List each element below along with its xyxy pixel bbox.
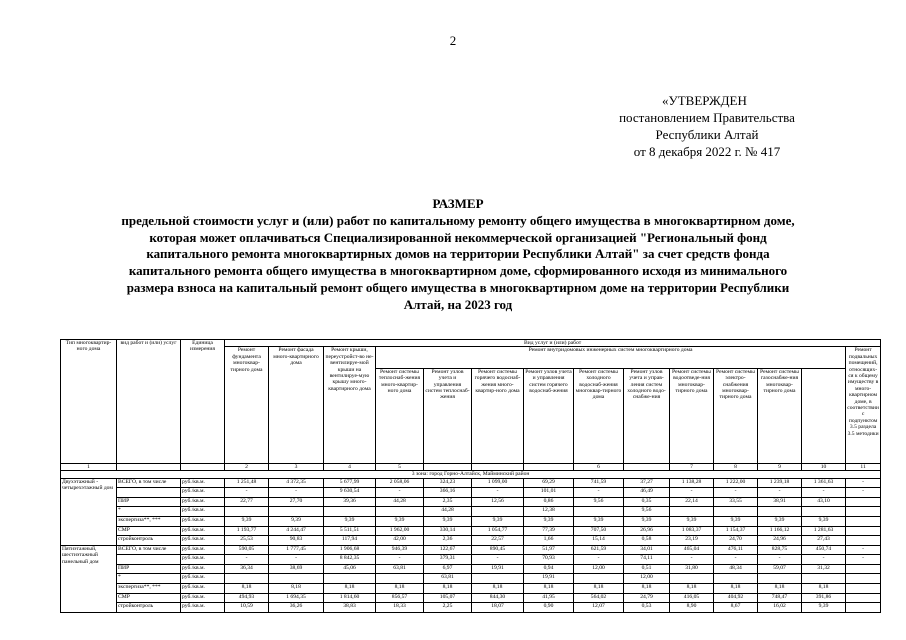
table-row	[61, 526, 881, 536]
value-cell: 101,01	[524, 488, 574, 498]
work-kind-cell: экспертиза**, ***	[117, 584, 181, 594]
title-line: Алтай, на 2023 год	[403, 296, 513, 312]
value-cell: 27,70	[269, 497, 324, 507]
value-cell: 44,28	[424, 507, 472, 517]
value-cell: 39,36	[324, 497, 376, 507]
work-kind-cell: стройконтроль	[117, 603, 181, 613]
title-line: капитального ремонта многоквартирных домов на территории Республики Алтай" за счет средств фонда	[146, 246, 770, 262]
table-row	[61, 574, 881, 584]
value-cell: 9,39	[574, 516, 624, 526]
value-cell: 9,39	[269, 516, 324, 526]
value-cell: 12,38	[524, 507, 574, 517]
value-cell: 890,45	[472, 545, 524, 555]
value-cell: 42,00	[376, 536, 424, 546]
work-kind-cell: ВСЕГО, в том числе	[117, 478, 181, 488]
value-cell: 46,49	[624, 488, 670, 498]
value-cell	[846, 574, 881, 584]
value-cell: 23,19	[670, 536, 714, 546]
value-cell: 24,79	[624, 593, 670, 603]
value-cell: 15,14	[574, 536, 624, 546]
header-gas: Ремонт системы газоснабже-ния многоквар-тирного дома	[758, 368, 802, 463]
value-cell: 1 083,37	[670, 526, 714, 536]
table-row	[61, 507, 881, 517]
table-row	[61, 593, 881, 603]
value-cell: 8,18	[624, 584, 670, 594]
header-heat-meter: Ремонт узлов учета и управления систем теплоснаб-жения	[424, 368, 472, 463]
value-cell: 1 193,77	[225, 526, 269, 536]
value-cell	[472, 574, 524, 584]
value-cell: 1 099,00	[472, 478, 524, 488]
value-cell: 25,53	[225, 536, 269, 546]
value-cell: 621,59	[574, 545, 624, 555]
table-row	[61, 488, 881, 498]
value-cell	[225, 574, 269, 584]
value-cell	[846, 603, 881, 613]
value-cell: 4 372,35	[269, 478, 324, 488]
header-facade: Ремонт фасада много-квартирного дома	[269, 347, 324, 463]
table-row	[61, 478, 881, 488]
page-number: 2	[449, 33, 457, 48]
value-cell: 9,39	[802, 516, 846, 526]
value-cell	[714, 507, 758, 517]
column-number	[424, 463, 472, 470]
value-cell: 404,92	[714, 593, 758, 603]
value-cell: 8,18	[524, 584, 574, 594]
column-number: 3	[269, 463, 324, 470]
value-cell: 0,35	[624, 497, 670, 507]
approval-line: Республики Алтай	[655, 127, 759, 142]
value-cell	[846, 526, 881, 536]
value-cell: 6,97	[424, 564, 472, 574]
zone-row: 3 зона: город Горно-Алтайск, Майминский район	[61, 471, 881, 478]
value-cell: 1,66	[524, 536, 574, 546]
value-cell: 18,07	[472, 603, 524, 613]
value-cell: 465,04	[670, 545, 714, 555]
value-cell	[758, 574, 802, 584]
column-number	[624, 463, 670, 470]
column-number	[117, 463, 181, 470]
value-cell: 856,57	[376, 593, 424, 603]
value-cell: 22,77	[225, 497, 269, 507]
value-cell: 8,90	[670, 603, 714, 613]
value-cell	[714, 574, 758, 584]
value-cell: 1 906,68	[324, 545, 376, 555]
value-cell	[324, 574, 376, 584]
approval-line: от 8 декабря 2022 г. № 417	[633, 144, 781, 159]
value-cell: 1 138,28	[670, 478, 714, 488]
value-cell: 9,39	[524, 516, 574, 526]
value-cell: 38,69	[269, 564, 324, 574]
value-cell: 324,23	[424, 478, 472, 488]
value-cell: 450,74	[802, 545, 846, 555]
value-cell: 1 239,18	[758, 478, 802, 488]
header-heat: Ремонт системы теплоснаб-жения много-квартир-ного дома	[376, 368, 424, 463]
value-cell	[670, 574, 714, 584]
value-cell: 9,39	[376, 516, 424, 526]
value-cell: 1 281,63	[802, 526, 846, 536]
unit-cell: руб./кв.м.	[181, 526, 225, 536]
value-cell	[802, 507, 846, 517]
value-cell: 828,75	[758, 545, 802, 555]
unit-cell: руб./кв.м.	[181, 574, 225, 584]
unit-cell: руб./кв.м.	[181, 507, 225, 517]
value-cell: 2,25	[424, 603, 472, 613]
table-row	[61, 536, 881, 546]
header-basement: Ремонт подвальных помещений, относящих-ся к общему имуществу в много-квартирном доме, в соответствии с подпунктом 3.5 раздела 3.5 методики	[846, 347, 881, 463]
value-cell: 51,97	[524, 545, 574, 555]
value-cell: 122,67	[424, 545, 472, 555]
value-cell	[802, 574, 846, 584]
header-sewer: Ремонт системы водоотведе-ния многоквар-тирного дома	[670, 368, 714, 463]
value-cell: 48,34	[714, 564, 758, 574]
column-number: 9	[758, 463, 802, 470]
approval-line: «УТВЕРЖДЕН	[662, 93, 747, 108]
header-internal: Ремонт внутридомовых инженерных систем многоквартирного дома	[376, 347, 846, 368]
value-cell: 748,47	[758, 593, 802, 603]
value-cell	[269, 507, 324, 517]
value-cell: 9,39	[324, 516, 376, 526]
column-number: 1	[61, 463, 117, 470]
value-cell	[472, 507, 524, 517]
value-cell: 8,18	[424, 584, 472, 594]
value-cell: 844,30	[472, 593, 524, 603]
value-cell: -	[714, 555, 758, 565]
work-kind-cell	[117, 488, 181, 498]
title-line: размера взноса на капитальный ремонт общего имущества в многоквартирном доме на территории Республики	[126, 279, 790, 295]
column-number	[524, 463, 574, 470]
value-cell: 9,39	[758, 516, 802, 526]
value-cell: 117,94	[324, 536, 376, 546]
value-cell	[846, 497, 881, 507]
value-cell: 9,39	[670, 516, 714, 526]
value-cell: 12,56	[472, 497, 524, 507]
value-cell: 0,94	[524, 564, 574, 574]
value-cell	[846, 516, 881, 526]
approval-line: постановлением Правительства	[619, 110, 795, 125]
value-cell: 38,91	[758, 497, 802, 507]
value-cell	[846, 536, 881, 546]
value-cell: 1 814,60	[324, 593, 376, 603]
value-cell: 22,57	[472, 536, 524, 546]
title-line: капитального ремонта общего имущества в многоквартирном доме, сформированного исходя из минимального	[128, 263, 788, 279]
header-fund: Ремонт фундамента многоквар-тирного дома	[225, 347, 269, 463]
value-cell: 8,18	[714, 584, 758, 594]
value-cell: 9,56	[574, 497, 624, 507]
table-row	[61, 564, 881, 574]
value-cell: -	[758, 488, 802, 498]
value-cell: -	[846, 478, 881, 488]
value-cell: 2,36	[424, 536, 472, 546]
value-cell: 9 630,54	[324, 488, 376, 498]
column-number: 8	[714, 463, 758, 470]
value-cell	[846, 584, 881, 594]
value-cell: -	[846, 488, 881, 498]
value-cell: 77,39	[524, 526, 574, 536]
document-title	[56, 196, 860, 314]
table-row	[61, 497, 881, 507]
value-cell: 1 694,35	[269, 593, 324, 603]
value-cell: 8,18	[324, 584, 376, 594]
value-cell: 8 842,35	[324, 555, 376, 565]
value-cell: 59,07	[758, 564, 802, 574]
work-kind-cell	[117, 555, 181, 565]
value-cell: 12,07	[574, 603, 624, 613]
value-cell: 590,05	[225, 545, 269, 555]
title-heading: РАЗМЕР	[432, 196, 484, 211]
work-kind-cell: СМР	[117, 526, 181, 536]
value-cell	[574, 507, 624, 517]
value-cell: 0,53	[624, 603, 670, 613]
value-cell: 24,70	[714, 536, 758, 546]
value-cell: 8,18	[670, 584, 714, 594]
table-row	[61, 545, 881, 555]
value-cell: 36,26	[269, 603, 324, 613]
value-cell: 12,00	[624, 574, 670, 584]
value-cell: 9,39	[424, 516, 472, 526]
header-services: Вид услуг и (или) работ	[225, 340, 881, 347]
value-cell: 8,18	[269, 584, 324, 594]
unit-cell: руб./кв.м.	[181, 488, 225, 498]
value-cell: 38,83	[324, 603, 376, 613]
work-kind-cell: ВСЕГО, в том числе	[117, 545, 181, 555]
value-cell: -	[376, 488, 424, 498]
value-cell: 1 962,00	[376, 526, 424, 536]
value-cell: 70,93	[524, 555, 574, 565]
value-cell: 2,35	[424, 497, 472, 507]
value-cell: 1 361,63	[802, 478, 846, 488]
value-cell: -	[802, 555, 846, 565]
value-cell: 41,95	[524, 593, 574, 603]
value-cell: -	[846, 545, 881, 555]
column-number: 6	[574, 463, 624, 470]
value-cell: 564,02	[574, 593, 624, 603]
group2-rows	[61, 545, 881, 612]
value-cell	[846, 593, 881, 603]
header-type: Тип многоквартир-ного дома	[61, 340, 117, 464]
value-cell: -	[574, 555, 624, 565]
value-cell: 8,18	[574, 584, 624, 594]
value-cell: -	[714, 488, 758, 498]
work-kind-cell: СМР	[117, 593, 181, 603]
work-kind-cell: ПИР	[117, 564, 181, 574]
value-cell: 8,67	[714, 603, 758, 613]
header-power: Ремонт системы электро-снабжения многоквар-тирного дома	[714, 368, 758, 463]
value-cell: 5 677,99	[324, 478, 376, 488]
value-cell: 8,18	[472, 584, 524, 594]
value-cell: 9,39	[714, 516, 758, 526]
value-cell: 9,39	[802, 603, 846, 613]
value-cell: 9,39	[624, 516, 670, 526]
value-cell: 0,90	[524, 603, 574, 613]
value-cell: 707,50	[574, 526, 624, 536]
value-cell: 44,28	[376, 497, 424, 507]
value-cell: 2 058,06	[376, 478, 424, 488]
value-cell: 1 777,45	[269, 545, 324, 555]
value-cell	[846, 564, 881, 574]
column-number	[181, 463, 225, 470]
value-cell: 19,91	[472, 564, 524, 574]
value-cell: -	[758, 555, 802, 565]
value-cell: 9,56	[624, 507, 670, 517]
value-cell: 0,51	[624, 564, 670, 574]
value-cell: -	[574, 488, 624, 498]
value-cell	[846, 507, 881, 517]
value-cell: -	[802, 488, 846, 498]
group1-rows	[61, 478, 881, 545]
value-cell: 8,18	[758, 584, 802, 594]
value-cell: 4 244,47	[269, 526, 324, 536]
title-line: предельной стоимости услуг и (или) работ по капитальному ремонту общего имущества в многоквартирном доме,	[121, 212, 795, 228]
value-cell: 26,96	[624, 526, 670, 536]
value-cell: 391,86	[802, 593, 846, 603]
value-cell: 8,18	[225, 584, 269, 594]
value-cell: 105,07	[424, 593, 472, 603]
value-cell: 19,91	[524, 574, 574, 584]
value-cell	[225, 507, 269, 517]
value-cell: 9,39	[472, 516, 524, 526]
price-table	[60, 339, 881, 613]
unit-cell: руб./кв.м.	[181, 555, 225, 565]
value-cell: 43,10	[802, 497, 846, 507]
value-cell: 34,01	[624, 545, 670, 555]
value-cell	[574, 574, 624, 584]
column-number: 4	[324, 463, 376, 470]
value-cell: 1 154,37	[714, 526, 758, 536]
value-cell: 36,34	[225, 564, 269, 574]
value-cell: 330,14	[424, 526, 472, 536]
value-cell: 366,16	[424, 488, 472, 498]
value-cell: 1 222,00	[714, 478, 758, 488]
column-numbers-row	[61, 463, 881, 470]
work-kind-cell: стройконтроль	[117, 536, 181, 546]
value-cell: 9,39	[225, 516, 269, 526]
value-cell: 12,00	[574, 564, 624, 574]
column-number: 10	[802, 463, 846, 470]
header-unit: Единица измерения	[181, 340, 225, 464]
value-cell: -	[670, 488, 714, 498]
value-cell: 946,39	[376, 545, 424, 555]
unit-cell: руб./кв.м.	[181, 478, 225, 488]
value-cell: 1 251,48	[225, 478, 269, 488]
header-kind: вид работ и (или) услуг	[117, 340, 181, 464]
value-cell: 10,59	[225, 603, 269, 613]
value-cell: 31,80	[670, 564, 714, 574]
header-hot: Ремонт системы горячего водоснаб-жения много-квартир-ного дома	[472, 368, 524, 463]
value-cell: 8,18	[802, 584, 846, 594]
unit-cell: руб./кв.м.	[181, 536, 225, 546]
value-cell	[758, 507, 802, 517]
unit-cell: руб./кв.м.	[181, 497, 225, 507]
header-roof: Ремонт крыши, переустройст-во не-вентилируе-мой крыши на вентилируе-мую крышу много-квартирного дома	[324, 347, 376, 463]
value-cell	[324, 507, 376, 517]
value-cell	[376, 507, 424, 517]
value-cell: 8,18	[376, 584, 424, 594]
approval-block	[596, 92, 818, 160]
column-number: 2	[225, 463, 269, 470]
table-row	[61, 603, 881, 613]
unit-cell: руб./кв.м.	[181, 603, 225, 613]
title-line: которая может оплачиваться Специализированной некоммерческой организацией "Региональный фонд	[149, 229, 767, 245]
value-cell: -	[846, 555, 881, 565]
unit-cell: руб./кв.м.	[181, 564, 225, 574]
house-type-cell: Двухэтажный - четырехэтажный дом	[61, 478, 117, 545]
unit-cell: руб./кв.м.	[181, 584, 225, 594]
work-kind-cell: экспертиза**, ***	[117, 516, 181, 526]
value-cell: 37,27	[624, 478, 670, 488]
header-cold: Ремонт системы холодного водоснаб-жения многоквар-тирного дома	[574, 368, 624, 463]
work-kind-cell: *	[117, 574, 181, 584]
value-cell: 1 054,77	[472, 526, 524, 536]
work-kind-cell: *	[117, 507, 181, 517]
value-cell: 476,11	[714, 545, 758, 555]
header-cold-meter: Ремонт узлов учета и управ-ления систем холодного водо-снабже-ния	[624, 368, 670, 463]
value-cell	[670, 507, 714, 517]
value-cell: 63,81	[424, 574, 472, 584]
value-cell	[376, 574, 424, 584]
value-cell: 379,31	[424, 555, 472, 565]
unit-cell: руб./кв.м.	[181, 545, 225, 555]
value-cell: -	[472, 555, 524, 565]
value-cell: 22,14	[670, 497, 714, 507]
header-hot-meter: Ремонт узлов учета и управления систем горячего водоснаб-жения	[524, 368, 574, 463]
value-cell: 90,83	[269, 536, 324, 546]
value-cell: 494,93	[225, 593, 269, 603]
value-cell: 1 166,12	[758, 526, 802, 536]
value-cell: 16,02	[758, 603, 802, 613]
value-cell: 18,33	[376, 603, 424, 613]
table-header	[61, 340, 881, 479]
value-cell: 74,11	[624, 555, 670, 565]
value-cell: 0,58	[624, 536, 670, 546]
value-cell: -	[225, 555, 269, 565]
column-number: 7	[670, 463, 714, 470]
value-cell: -	[269, 488, 324, 498]
column-number: 5	[376, 463, 424, 470]
value-cell: 0,86	[524, 497, 574, 507]
table-row	[61, 516, 881, 526]
value-cell: 69,29	[524, 478, 574, 488]
value-cell: 33,55	[714, 497, 758, 507]
value-cell: -	[225, 488, 269, 498]
value-cell: -	[472, 488, 524, 498]
value-cell: 27,43	[802, 536, 846, 546]
unit-cell: руб./кв.м.	[181, 593, 225, 603]
value-cell: 45,06	[324, 564, 376, 574]
value-cell: -	[670, 555, 714, 565]
value-cell: -	[376, 555, 424, 565]
work-kind-cell: ПИР	[117, 497, 181, 507]
table-row	[61, 584, 881, 594]
column-number: 11	[846, 463, 881, 470]
value-cell: 741,59	[574, 478, 624, 488]
value-cell: 31,32	[802, 564, 846, 574]
column-number	[472, 463, 524, 470]
value-cell: 24,96	[758, 536, 802, 546]
unit-cell: руб./кв.м.	[181, 516, 225, 526]
value-cell	[269, 574, 324, 584]
value-cell: 5 511,51	[324, 526, 376, 536]
value-cell: 63,81	[376, 564, 424, 574]
house-type-cell: Пятиэтажный, шестиэтажный панельный дом	[61, 545, 117, 612]
value-cell: -	[269, 555, 324, 565]
table-row	[61, 555, 881, 565]
value-cell: 416,05	[670, 593, 714, 603]
